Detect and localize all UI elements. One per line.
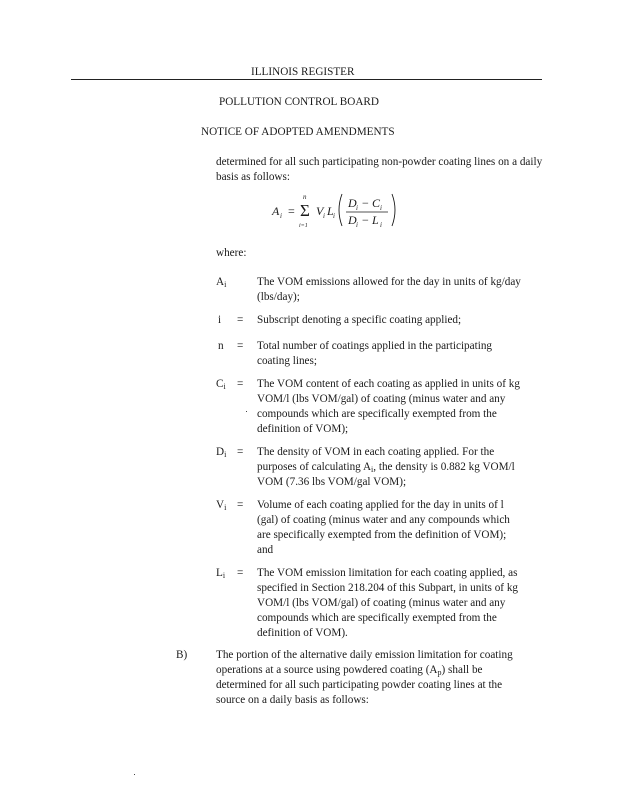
where-label: where: bbox=[216, 247, 247, 259]
formula-den-d: D bbox=[348, 213, 357, 227]
formula-den-d-sub: i bbox=[356, 221, 358, 229]
def-symbol-a: $A_i$ bbox=[216, 276, 227, 289]
formula-minus: − bbox=[362, 196, 369, 210]
def-equals-i: = bbox=[237, 314, 244, 326]
def-symbol-n: n bbox=[218, 340, 224, 352]
section-b-paragraph: The portion of the alternative daily emission limitation for coating operations at a source using powdered coating $(A_p)$ shall be determined for all such participating powder coating lines at the source on a daily basis as follows: bbox=[216, 649, 513, 706]
formula-num-d: D bbox=[348, 196, 357, 210]
formula-v-sub: i bbox=[323, 212, 325, 220]
def-equals-n: = bbox=[237, 340, 244, 352]
def-symbol-i: i bbox=[218, 314, 222, 326]
scan-speck bbox=[134, 774, 135, 775]
alternative-limit-formula bbox=[270, 186, 410, 234]
formula-num-c: C bbox=[372, 196, 381, 210]
def-equals-c: = bbox=[237, 378, 244, 390]
sigma-icon: Σ bbox=[300, 201, 310, 220]
def-symbol-c: $C_i$ bbox=[216, 378, 226, 391]
def-text-a: The VOM emissions allowed for the day in units of kg/day (lbs/day); bbox=[257, 276, 521, 303]
formula-sum-bottom: i=1 bbox=[299, 223, 308, 229]
formula-lhs-sub: i bbox=[280, 212, 282, 220]
header-rule bbox=[71, 79, 542, 80]
def-text-v: Volume of each coating applied for the day in units of l (gal) of coating (minus water and any compounds which are specifically exempted from the definition of VOM); and bbox=[257, 499, 510, 556]
formula-sum-top: n bbox=[303, 193, 307, 201]
formula-l-sub: i bbox=[333, 212, 335, 220]
section-b-label: B) bbox=[176, 649, 188, 661]
def-text-l: The VOM emission limitation for each coating applied, as specified in Section 218.204 of this Subpart, in units of kg VOM/l (lbs VOM/gal) of coating (minus water and any compounds which are specifically exempted from the definition of VOM). bbox=[257, 567, 519, 639]
right-paren-icon bbox=[392, 194, 395, 226]
formula-l: L bbox=[327, 204, 334, 218]
def-text-d: The density of VOM in each coating applied. For the purposes of calculating $A_i$, the density is 0.882 kg VOM/l VOM (7.36 lbs VOM/gal VOM); bbox=[257, 446, 515, 488]
formula-lhs: A bbox=[272, 204, 280, 218]
left-paren-icon bbox=[339, 194, 342, 226]
formula-den-l: L bbox=[372, 213, 379, 227]
board-title: POLLUTION CONTROL BOARD bbox=[219, 96, 379, 108]
formula-num-d-sub: i bbox=[356, 204, 358, 212]
def-text-c: The VOM content of each coating as applied in units of kg VOM/l (lbs VOM/gal) of coating (minus water and any compounds which are specifically exempted from the definition of VOM); bbox=[257, 378, 520, 435]
def-symbol-v: $V_i$ bbox=[216, 499, 227, 512]
intro-paragraph: determined for all such participating non-powder coating lines on a daily basis as follows: bbox=[216, 156, 543, 183]
scan-speck bbox=[246, 411, 247, 412]
formula-den-l-sub: i bbox=[380, 221, 382, 229]
def-equals-l: = bbox=[237, 567, 244, 579]
notice-title: NOTICE OF ADOPTED AMENDMENTS bbox=[201, 126, 395, 138]
def-equals-v: = bbox=[237, 499, 244, 511]
formula-den-minus: − bbox=[362, 213, 369, 227]
def-text-n: Total number of coatings applied in the participating coating lines; bbox=[257, 340, 493, 367]
formula-v: V bbox=[316, 204, 324, 218]
formula-num-c-sub: i bbox=[380, 204, 382, 212]
formula-equals: = bbox=[288, 204, 295, 218]
def-equals-d: = bbox=[237, 446, 244, 458]
def-symbol-l: $L_i$ bbox=[216, 567, 226, 580]
def-symbol-d: $D_i$ bbox=[216, 446, 227, 459]
register-title: ILLINOIS REGISTER bbox=[251, 66, 355, 78]
def-text-i: Subscript denoting a specific coating applied; bbox=[257, 314, 462, 326]
